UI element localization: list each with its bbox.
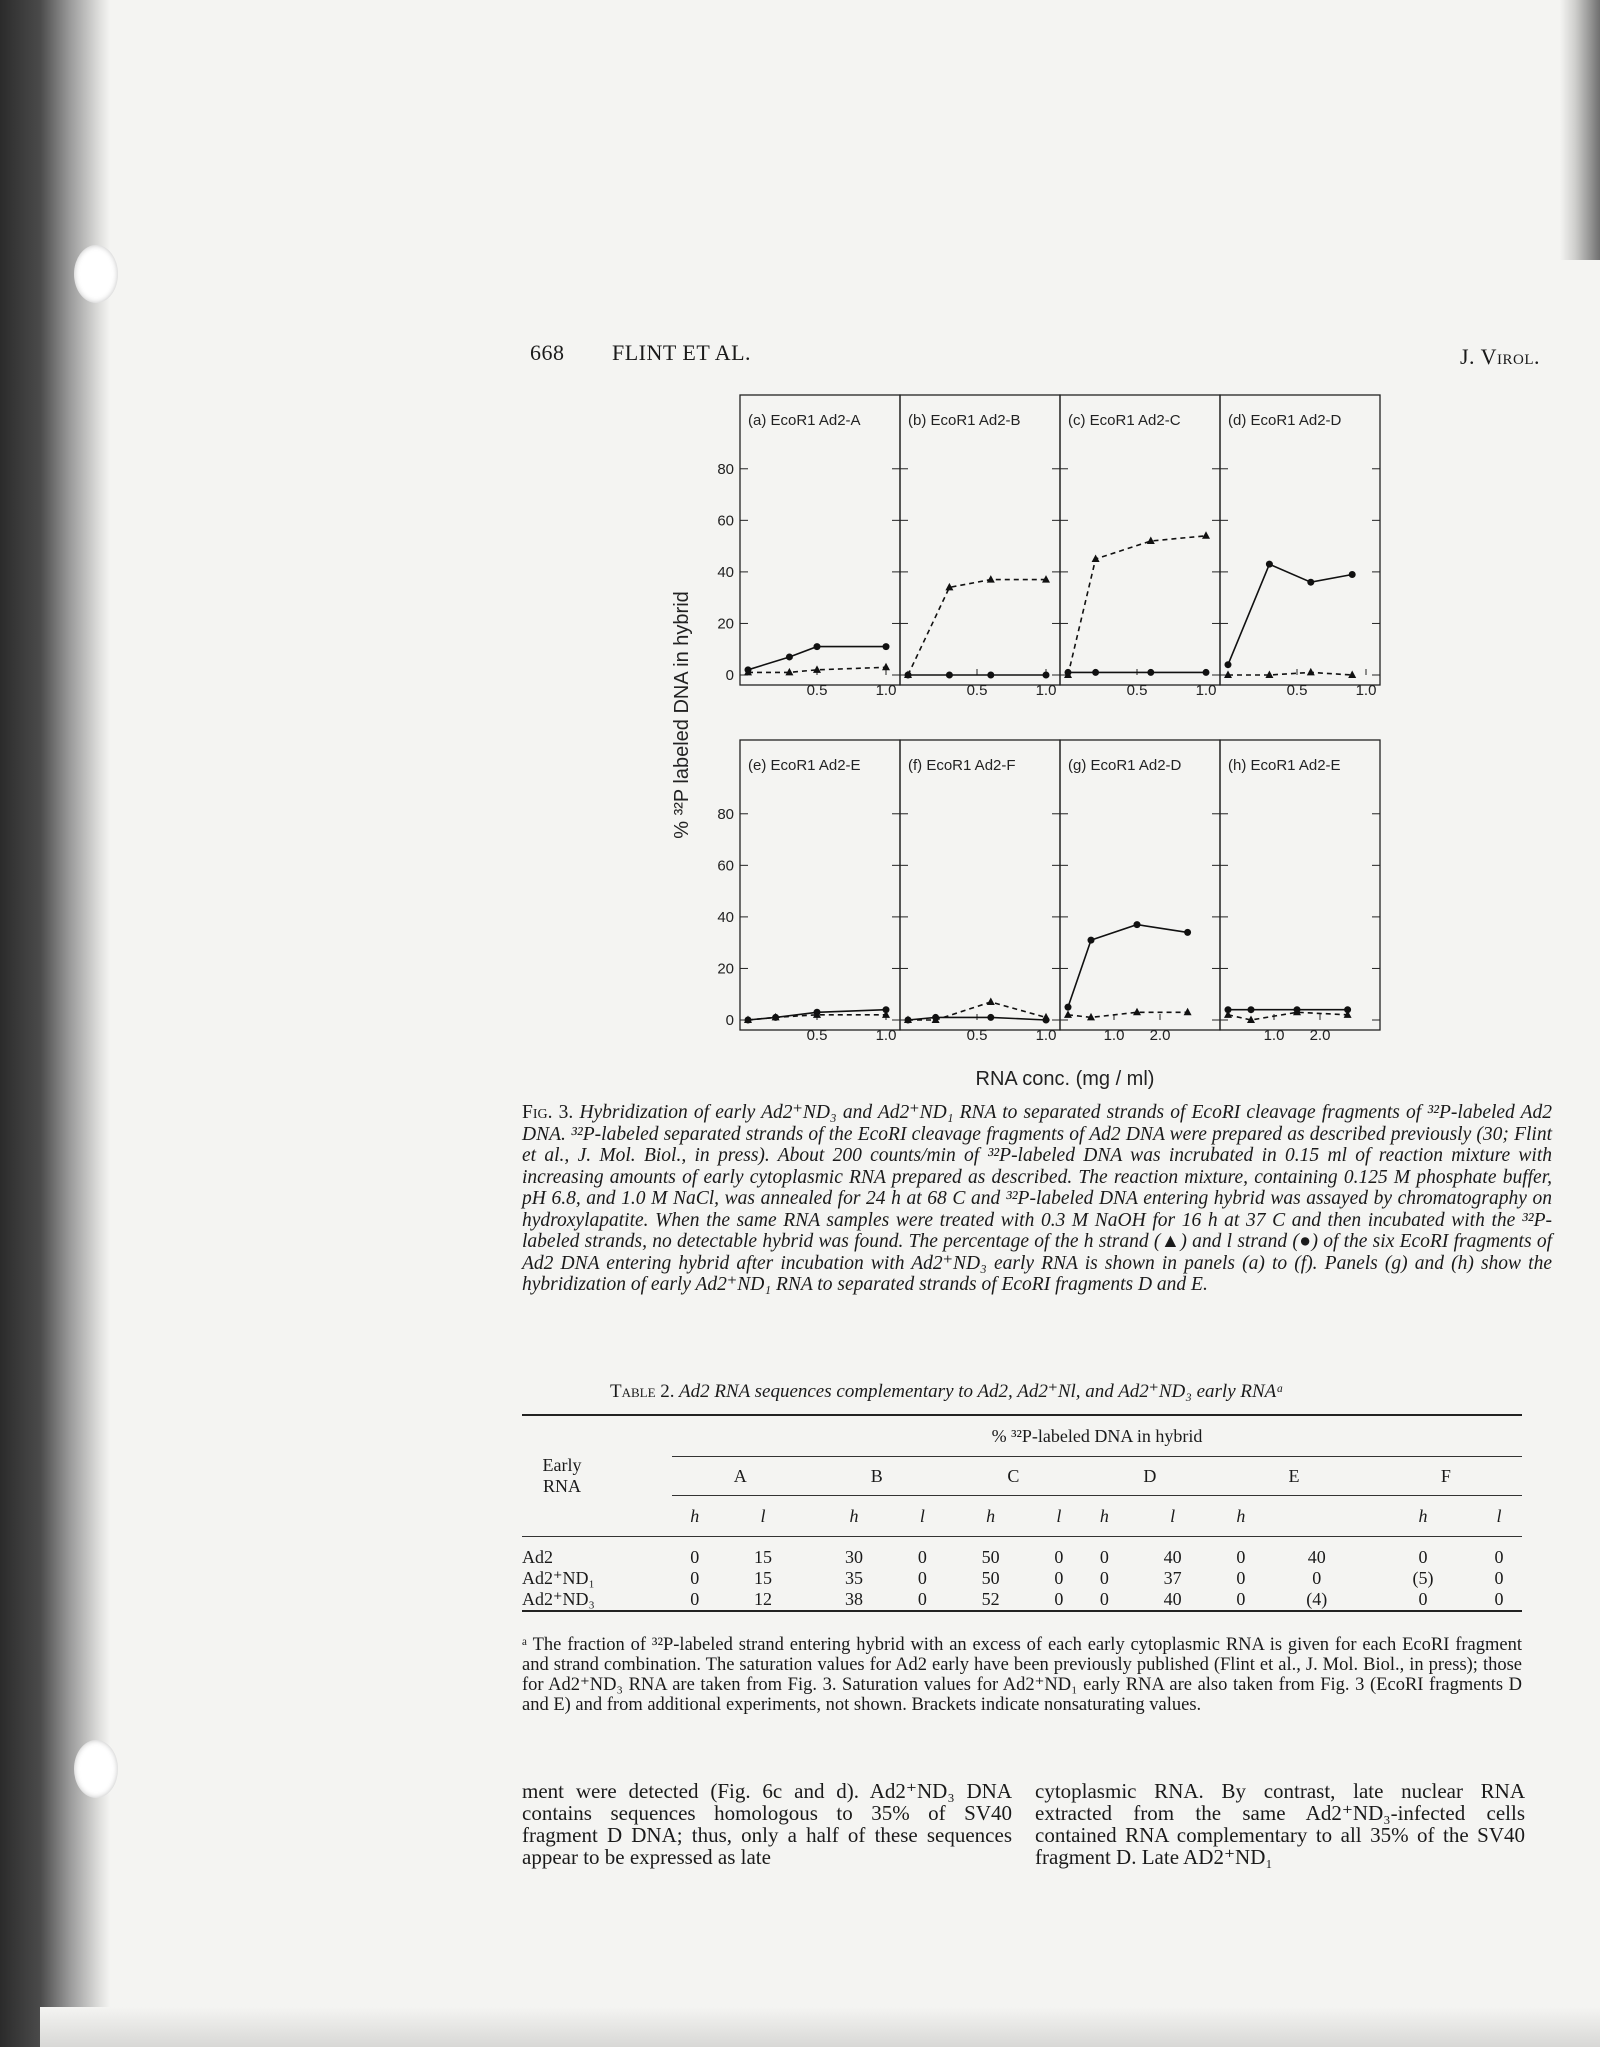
table-strand-header: h <box>945 1496 1036 1537</box>
table-cell: 35 <box>845 1568 864 1588</box>
table-cell: 0 <box>1036 1589 1081 1611</box>
table-cell: 0 <box>1476 1589 1522 1611</box>
panel-frame <box>1220 740 1380 1030</box>
x-tick-label: 1.0 <box>875 1027 897 1044</box>
figure-caption <box>522 1102 1552 1296</box>
table-cell: 0 <box>1054 1547 1064 1567</box>
data-point-h-strand <box>1064 1010 1072 1018</box>
punch-hole-top <box>74 245 118 303</box>
panel-title: (h) EcoR1 Ad2-E <box>1228 757 1341 774</box>
x-tick-label: 2.0 <box>1309 1027 1331 1044</box>
table-cell: 0 <box>1494 1568 1504 1588</box>
table-row <box>522 1568 1522 1589</box>
y-tick-label: 20 <box>717 615 734 633</box>
table-title-text: Ad2 RNA sequences complementary to Ad2, Ad2⁺Nl, and Ad2⁺ND₃ early RNAᵃ <box>678 1381 1284 1402</box>
panel-title: (e) EcoR1 Ad2-E <box>748 757 861 774</box>
data-point-l-strand <box>987 672 994 679</box>
x-tick-label: 1.0 <box>1035 1027 1057 1044</box>
x-axis-label: RNA conc. (mg / ml) <box>975 1068 1155 1090</box>
x-tick-label: 0.5 <box>966 1027 988 1044</box>
table-cell: 0 <box>1236 1568 1246 1588</box>
data-point-l-strand <box>987 1014 994 1021</box>
y-tick-label: 40 <box>717 563 734 581</box>
table-cell: 0 <box>1099 1568 1109 1588</box>
table-row-header <box>522 1415 672 1537</box>
table-cell: 0 <box>917 1568 927 1588</box>
x-tick-label: 2.0 <box>1149 1027 1171 1044</box>
table-footnote: ᵃ The fraction of ³²P-labeled strand entering hybrid with an excess of each early cytoplasmic RNA is given for each EcoRI fragment and strand combination. The saturation values for Ad2 early have been previously published (Flint et al., J. Mol. Biol., in press); those for Ad2⁺ND₃ RNA are taken from Fig. 3. Saturation values for Ad2⁺ND₁ early RNA are also taken from Fig. 3 (EcoRI fragments D and E) and from additional experiments, not shown. Brackets indicate nonsaturating values. <box>522 1635 1522 1715</box>
table-row <box>522 1537 1522 1569</box>
data-point-l-strand <box>1065 1004 1072 1011</box>
data-point-h-strand <box>1092 555 1100 563</box>
panel-title: (c) EcoR1 Ad2-C <box>1068 412 1181 429</box>
series-line-h <box>1228 672 1352 675</box>
data-point-l-strand <box>1203 669 1210 676</box>
table-fragment-header: D <box>1082 1457 1219 1496</box>
table-cell: 15 <box>754 1547 772 1567</box>
table-cell: 0 <box>1099 1547 1109 1567</box>
running-head <box>530 340 1540 370</box>
table-cell: 40 <box>1127 1589 1218 1611</box>
table-cell: 0 <box>690 1568 700 1588</box>
panel-frame <box>1060 740 1220 1030</box>
table-strand-header: l <box>1127 1496 1218 1537</box>
data-point-l-strand <box>1248 1006 1255 1013</box>
data-point-l-strand <box>1088 937 1095 944</box>
figure-caption-label: Fig. 3. <box>522 1102 574 1123</box>
table-row <box>522 1589 1522 1611</box>
figure-caption-text: Hybridization of early Ad2⁺ND₃ and Ad2⁺ND₁ RNA to separated strands of EcoRI cleavage fragments of ³²P-labeled Ad2 DNA. ³²P-labeled separated strands of the EcoRI cleavage fragments of Ad2 DNA were prepared as described previously (30; Flint et al., J. Mol. Biol., in press). About 200 counts/min of ³²P-labeled DNA was incrubated in 0.15 ml of reaction mixture with increasing amounts of early cytoplasmic RNA prepared as described. The reaction mixture, containing 0.125 M phosphate buffer, pH 6.8, and 1.0 M NaCl, was annealed for 24 h at 68 C and ³²P-labeled DNA entering hybrid was assayed by chromatography on hydroxylapatite. When the same RNA samples were treated with 0.3 M NaOH for 16 h at 37 C and then incubated with the ³²P-labeled strands, no detectable hybrid was found. The percentage of the h strand (▲) and l strand (●) of the six EcoRI fragments of Ad2 DNA entering hybrid after incubation with Ad2⁺ND₃ early RNA is shown in panels (a) to (f). Panels (g) and (h) show the hybridization of early Ad2⁺ND₁ RNA to separated strands of EcoRI fragments D and E. <box>522 1102 1553 1295</box>
table-cell: 0 <box>1370 1589 1476 1611</box>
table-cell: 12 <box>717 1589 808 1611</box>
table-cell: 0 <box>900 1589 945 1611</box>
scan-shadow-bottom <box>40 2007 1600 2047</box>
data-point-h-strand <box>813 665 821 673</box>
table-fragment-header: E <box>1218 1457 1370 1496</box>
data-point-l-strand <box>1307 579 1314 586</box>
data-point-h-strand <box>1307 668 1315 676</box>
table-strand-header: h <box>1218 1496 1263 1537</box>
panel-title: (d) EcoR1 Ad2-D <box>1228 412 1342 429</box>
table-strand-header: l <box>1476 1496 1522 1537</box>
panel-title: (b) EcoR1 Ad2-B <box>908 412 1021 429</box>
panel-frame <box>740 395 900 685</box>
data-point-l-strand <box>1266 561 1273 568</box>
table-cell: 37 <box>1163 1568 1182 1588</box>
x-tick-label: 0.5 <box>806 1027 828 1044</box>
x-tick-label: 1.0 <box>1195 682 1217 699</box>
x-tick-label: 0.5 <box>1126 682 1148 699</box>
table-row-name: Ad2⁺ND₁ <box>522 1568 595 1588</box>
scan-shadow-right <box>1560 0 1600 260</box>
table-row-header-text: Early RNA <box>542 1455 582 1496</box>
panel-title: (a) EcoR1 Ad2-A <box>748 412 861 429</box>
running-head-journal: J. Virol. <box>1459 344 1540 369</box>
data-point-l-strand <box>1147 669 1154 676</box>
x-tick-label: 0.5 <box>966 682 988 699</box>
page-number: 668 <box>530 340 565 365</box>
y-tick-label: 60 <box>717 857 734 875</box>
table-spanner-row <box>522 1415 1522 1457</box>
table-cell: 15 <box>754 1568 772 1588</box>
table-strand-header: l <box>1036 1496 1081 1537</box>
table-cell: 38 <box>809 1589 900 1611</box>
table-cell: (4) <box>1264 1589 1370 1611</box>
data-point-h-strand <box>987 997 995 1005</box>
data-point-h-strand <box>882 663 890 671</box>
table-fragment-row <box>522 1457 1522 1496</box>
table-strand-row <box>522 1496 1522 1537</box>
data-point-l-strand <box>1092 669 1099 676</box>
data-point-h-strand <box>1202 531 1210 539</box>
table-cell: 0 <box>672 1589 717 1611</box>
x-tick-label: 1.0 <box>1263 1027 1285 1044</box>
table-spanner: % ³²P-labeled DNA in hybrid <box>672 1415 1522 1457</box>
table-row-name: Ad2 <box>522 1547 553 1567</box>
y-tick-label: 80 <box>717 805 734 823</box>
y-tick-label: 80 <box>717 460 734 478</box>
y-tick-label: 0 <box>725 1012 734 1029</box>
data-point-l-strand <box>814 643 821 650</box>
panel-frame <box>1060 395 1220 685</box>
panel-title: (f) EcoR1 Ad2-F <box>908 757 1016 774</box>
table-cell: 40 <box>1163 1547 1182 1567</box>
series-line-h <box>1068 1012 1188 1017</box>
table-cell: 0 <box>1082 1589 1127 1611</box>
table-cell: 0 <box>1054 1568 1064 1588</box>
table-strand-header: h <box>1370 1496 1476 1537</box>
table-strand-header <box>1264 1496 1370 1537</box>
figure-3-chart <box>650 385 1390 1095</box>
x-tick-label: 1.0 <box>1035 682 1057 699</box>
x-tick-label: 1.0 <box>1103 1027 1125 1044</box>
y-tick-label: 20 <box>717 960 734 978</box>
table-cell: 50 <box>981 1568 1000 1588</box>
y-tick-label: 60 <box>717 512 734 530</box>
panel-frame <box>740 740 900 1030</box>
x-tick-label: 1.0 <box>1355 682 1377 699</box>
y-tick-label: 40 <box>717 908 734 926</box>
table-cell: 0 <box>690 1547 700 1567</box>
data-table <box>522 1414 1522 1612</box>
series-line-l <box>1068 925 1188 1008</box>
table-cell: 0 <box>1494 1547 1504 1567</box>
data-point-h-strand <box>987 575 995 583</box>
table-strand-header: h <box>672 1496 717 1537</box>
table-cell: 0 <box>1312 1568 1322 1588</box>
series-line-h <box>1228 1012 1348 1020</box>
panel-frame <box>900 740 1060 1030</box>
table-cell: 0 <box>1218 1589 1263 1611</box>
table-cell: 30 <box>845 1547 864 1567</box>
table-strand-header: l <box>717 1496 808 1537</box>
table-cell: 50 <box>981 1547 1000 1567</box>
table-cell: 0 <box>1236 1547 1246 1567</box>
table-fragment-header: C <box>945 1457 1082 1496</box>
table-row-name: Ad2⁺ND₃ <box>522 1589 672 1611</box>
panel-title: (g) EcoR1 Ad2-D <box>1068 757 1182 774</box>
running-head-authors: FLINT ET AL. <box>612 340 752 365</box>
table-strand-header: h <box>809 1496 900 1537</box>
x-tick-label: 0.5 <box>806 682 828 699</box>
data-point-l-strand <box>883 643 890 650</box>
series-line-h <box>908 580 1046 675</box>
table-body <box>522 1537 1522 1612</box>
series-line-h <box>1068 536 1206 675</box>
table-label: Table 2. <box>610 1381 675 1402</box>
data-point-l-strand <box>1225 661 1232 668</box>
data-point-l-strand <box>1065 669 1072 676</box>
table-cell: 0 <box>917 1547 927 1567</box>
x-tick-label: 1.0 <box>875 682 897 699</box>
table-fragment-header: A <box>672 1457 809 1496</box>
punch-hole-bottom <box>74 1740 118 1798</box>
series-line-l <box>1228 564 1352 665</box>
data-point-l-strand <box>1349 571 1356 578</box>
data-point-l-strand <box>786 653 793 660</box>
data-point-h-strand <box>1042 1013 1050 1021</box>
data-point-l-strand <box>1043 672 1050 679</box>
table-cell: 0 <box>1418 1547 1428 1567</box>
table-cell: 40 <box>1307 1547 1326 1567</box>
data-point-l-strand <box>1134 921 1141 928</box>
table-fragment-header: B <box>809 1457 946 1496</box>
table-cell: (5) <box>1412 1568 1434 1588</box>
table-fragment-header: F <box>1370 1457 1522 1496</box>
data-point-l-strand <box>905 672 912 679</box>
y-tick-label: 0 <box>725 667 734 684</box>
panel-frame <box>1220 395 1380 685</box>
table-strand-header: l <box>900 1496 945 1537</box>
body-column-right: cytoplasmic RNA. By contrast, late nuclear RNA extracted from the same Ad2⁺ND₃-infected cells contained RNA complementary to all 35% of the SV40 fragment D. Late AD2⁺ND₁ <box>1035 1779 1525 1869</box>
figure-3 <box>650 385 1390 1095</box>
body-column-left: ment were detected (Fig. 6c and d). Ad2⁺ND₃ DNA contains sequences homologous to 35% of SV40 fragment D DNA; thus, only a half of these sequences appear to be expressed as late <box>522 1779 1012 1869</box>
table-title <box>610 1380 1530 1403</box>
x-tick-label: 0.5 <box>1286 682 1308 699</box>
table-strand-header: h <box>1082 1496 1127 1537</box>
table-cell: 52 <box>945 1589 1036 1611</box>
y-axis-label: % ³²P labeled DNA in hybrid <box>671 591 693 839</box>
data-point-l-strand <box>1184 929 1191 936</box>
data-point-l-strand <box>946 672 953 679</box>
